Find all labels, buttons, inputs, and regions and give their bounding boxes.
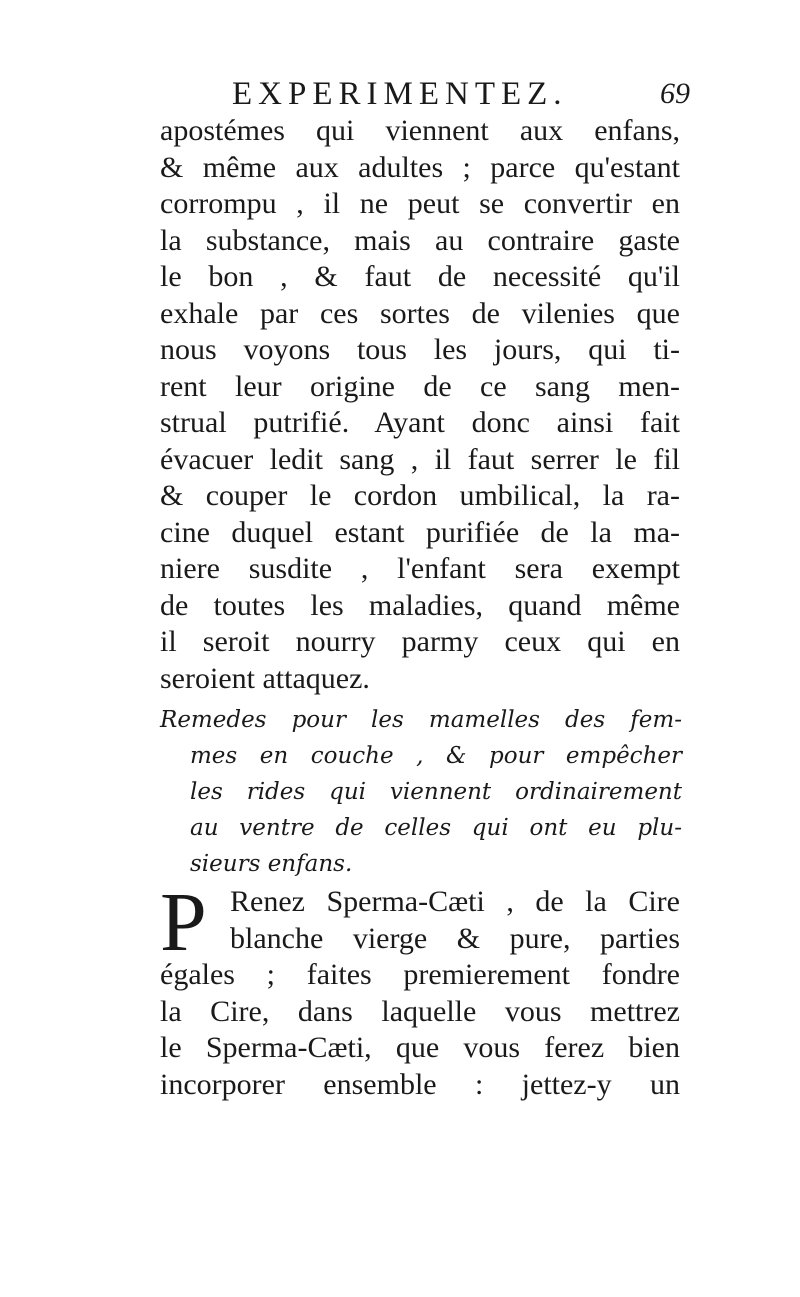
heading-line: sieurs enfans. [190,851,353,877]
text-line: apostémes qui viennent aux enfans, [160,114,680,147]
text-line: la substance, mais au contraire gaste [160,223,680,257]
text-line: strual putrifié. Ayant donc ainsi fait [160,406,680,439]
heading-line: Remedes pour les mamelles des fem- [160,707,682,733]
text-line: nous voyons tous les jours, qui ti- [160,333,680,366]
text-line: corrompu , il ne peut se convertir en [160,187,680,220]
text-line: le bon , & faut de necessité qu'il [160,260,680,293]
text-line: incorporer ensemble : jettez-y un [160,1067,680,1101]
text-line: de toutes les maladies, quand même [160,588,680,622]
heading-line: mes en couche , & pour empêcher [190,743,682,769]
text-line: évacuer ledit sang , il faut serrer le fil [160,442,680,476]
recipe-paragraph [160,876,680,1103]
text-line: cine duquel estant purifiée de la ma- [160,515,680,549]
text-line: seroient attaquez. [160,661,370,695]
text-line: exhale par ces sortes de vilenies que [160,296,680,330]
page-number: 69 [660,77,690,110]
running-title: EXPERIMENTEZ. [232,76,568,112]
text-line: & couper le cordon umbilical, la ra- [160,479,680,512]
heading-line: au ventre de celles qui ont eu plu- [190,815,682,841]
text-line: Renez Sperma-Cæti , de la Cire [230,885,680,918]
text-line: égales ; faites premierement fondre [160,958,680,991]
text-line: blanche vierge & pure, parties [230,921,680,955]
text-line: la Cire, dans laquelle vous mettrez [160,994,680,1028]
text-line: il seroit nourry parmy ceux qui en [160,625,680,658]
body-paragraph [160,113,680,697]
heading-line: les rides qui viennent ordinairement [190,779,682,805]
text-line: niere susdite , l'enfant sera exempt [160,552,680,585]
text-line: rent leur origine de ce sang men- [160,369,680,403]
drop-cap: P [160,876,207,969]
text-line: & même aux adultes ; parce qu'estant [160,150,680,184]
text-line: le Sperma-Cæti, que vous ferez bien [160,1031,680,1064]
section-heading [160,702,682,882]
